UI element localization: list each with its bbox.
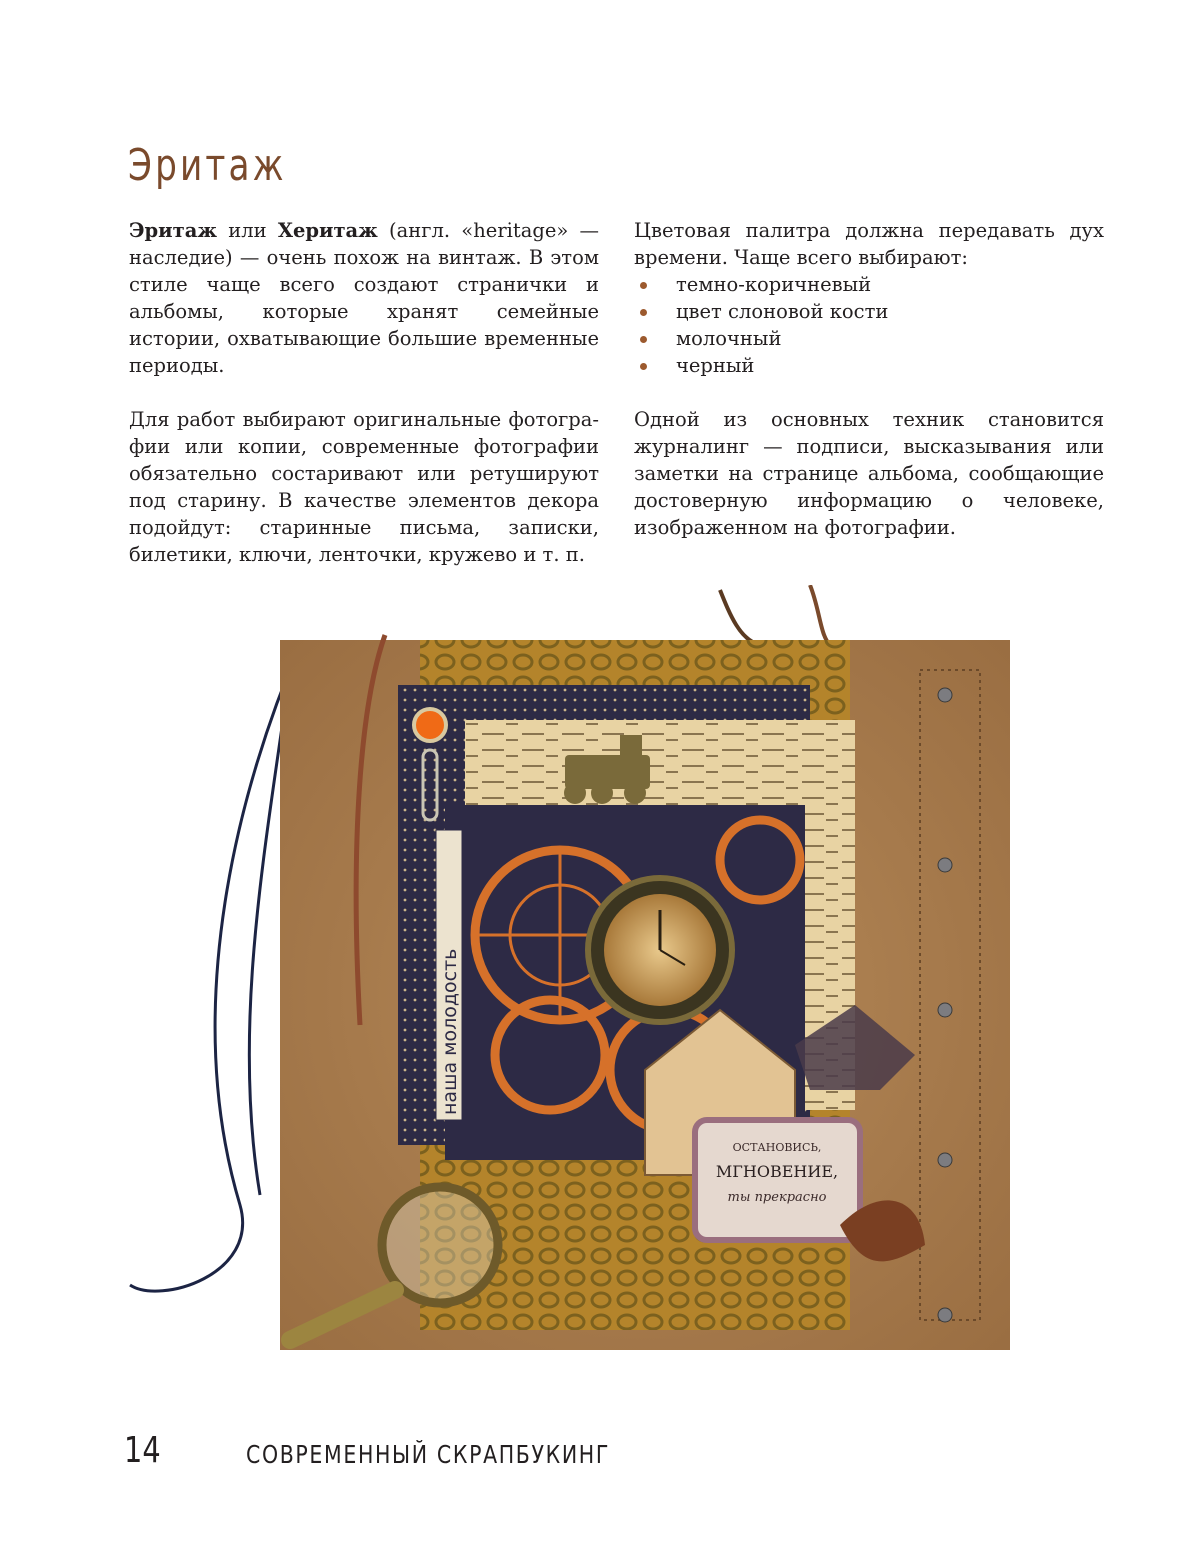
bullet-icon <box>640 336 647 343</box>
palette-list <box>634 271 1104 379</box>
journaling-paragraph: Одной из основных техник становится журналинг — подписи, высказывания или заметки на странице альбома, сообщающие достоверную информацию о человеке, изображенном на фотографии. <box>634 408 1104 539</box>
palette-item-label: черный <box>676 354 755 377</box>
palette-item-label: цвет слоновой кости <box>676 300 889 323</box>
palette-item <box>634 325 1104 352</box>
tag-text-3: ты прекрасно <box>727 1190 827 1205</box>
definition-text: (англ. «heritage» — наследие) — очень похож на винтаж. В этом стиле чаще всего создают странички и альбомы, которые хранят семейные истории, охватывающие большие временные периоды. <box>129 219 599 377</box>
term-heritazh: Херитаж <box>277 219 378 242</box>
bullet-icon <box>640 282 647 289</box>
page-number: 14 <box>124 1430 161 1471</box>
spine-label: наша молодость <box>439 948 461 1115</box>
palette-item-label: молочный <box>676 327 782 350</box>
tag-text-1: ОСТАНОВИСЬ, <box>732 1141 822 1154</box>
heritage-definition-paragraph <box>129 217 599 379</box>
palette-item <box>634 271 1104 298</box>
term-or: или <box>217 219 278 242</box>
left-column <box>129 217 599 568</box>
photo-materials-paragraph: Для работ выбирают оригинальные фотографии или копии, современные фотографии обязательно состаривают или ретушируют под старину. В качестве элементов декора подойдут: старинные письма, записки, билетики, ключи, ленточки, кружево и т. п. <box>129 408 599 566</box>
bullet-icon <box>640 309 647 316</box>
orange-gem <box>414 709 446 741</box>
term-eritazh: Эритаж <box>129 219 218 242</box>
palette-item-label: темно-коричневый <box>676 273 872 296</box>
page-title: Эритаж <box>128 140 287 191</box>
palette-item <box>634 298 1104 325</box>
palette-item <box>634 352 1104 379</box>
ribbon-left <box>130 645 300 1291</box>
running-footer-title: СОВРЕМЕННЫЙ СКРАПБУКИНГ <box>246 1440 610 1469</box>
album-photo <box>120 585 1110 1375</box>
right-column <box>634 217 1104 541</box>
palette-intro-paragraph: Цветовая палитра должна передавать дух времени. Чаще всего выбирают: <box>634 219 1104 269</box>
bullet-icon <box>640 363 647 370</box>
tag-text-2: МГНОВЕНИЕ, <box>715 1162 839 1181</box>
